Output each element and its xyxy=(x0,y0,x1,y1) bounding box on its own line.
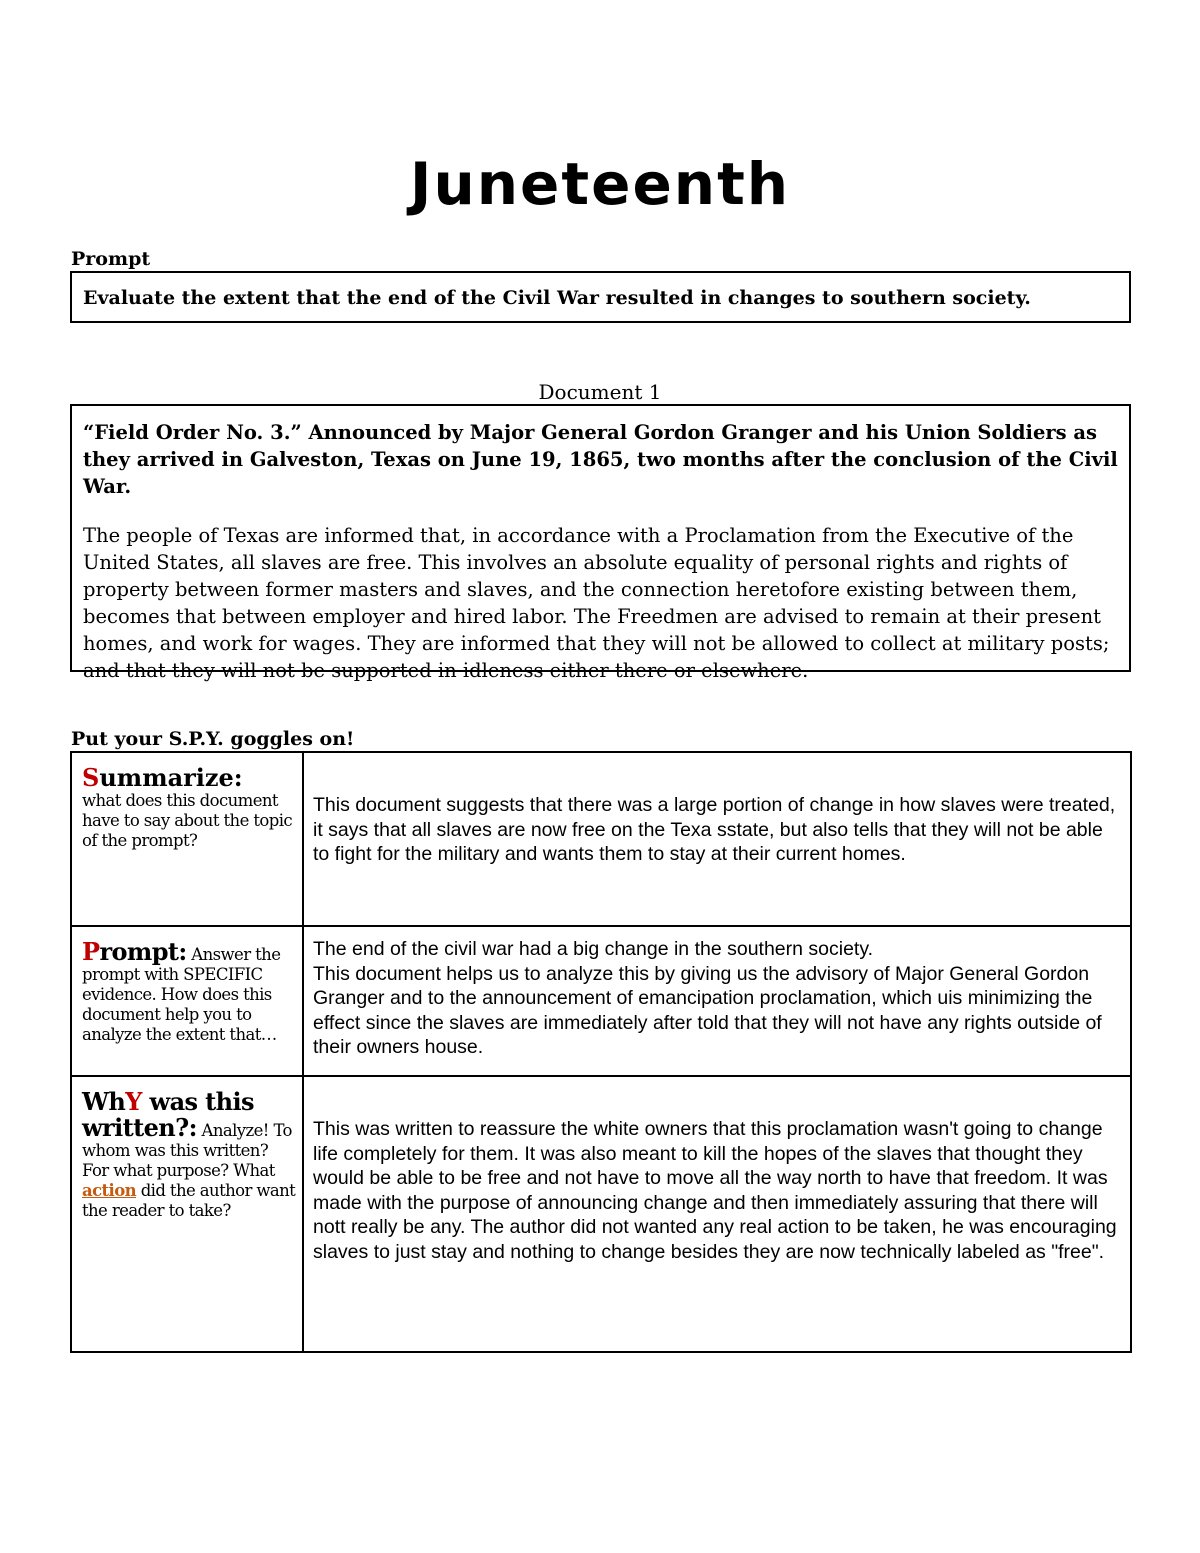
spy-table xyxy=(70,751,1132,1353)
document-body: The people of Texas are informed that, in accordance with a Proclamation from the Executive of the United States, all slaves are free. This involves an absolute equality of personal rights and rights of property between former masters and slaves, and the connection heretofore existing between them, becomes that between employer and hired labor. The Freedmen are advised to remain at their present homes, and work for wages. They are informed that they will not be allowed to collect at military posts; and that they will not be supported in idleness either there or elsewhere. xyxy=(83,524,1110,682)
why-heading-pre: Wh xyxy=(82,1087,126,1116)
why-question-inline: Analyze! xyxy=(201,1121,269,1140)
summarize-heading-rest: ummarize xyxy=(99,763,234,792)
prompt-question-block xyxy=(82,939,296,1045)
spy-label: Put your S.P.Y. goggles on! xyxy=(71,728,355,750)
action-word: action xyxy=(82,1181,137,1200)
summarize-question-cell xyxy=(71,752,303,926)
summarize-colon: : xyxy=(233,763,243,792)
why-question-post: did the author want the reader to take? xyxy=(82,1181,296,1220)
prompt-label: Prompt xyxy=(71,248,151,270)
prompt-question-inline: Answer xyxy=(191,945,251,964)
page-title: Juneteenth xyxy=(409,150,791,218)
summarize-heading xyxy=(82,765,296,791)
prompt-colon: : xyxy=(178,937,187,966)
why-heading-rest: was this written? xyxy=(82,1087,254,1142)
prompt-heading-rest: rompt xyxy=(99,937,179,966)
summarize-answer-cell[interactable] xyxy=(303,752,1131,926)
prompt-heading xyxy=(82,937,187,966)
why-letter: Y xyxy=(125,1087,142,1116)
why-colon: : xyxy=(188,1113,197,1142)
summarize-letter: S xyxy=(82,763,100,792)
prompt-question: the prompt with SPECIFIC evidence. How does this document help you to analyze the extent that… xyxy=(82,945,281,1044)
why-question-block xyxy=(82,1089,296,1221)
summarize-answer[interactable]: This document suggests that there was a large portion of change in how slaves were treated, it says that all slaves are now free on the Texa sstate, but also tells that they will not be able to fight for the military and wants them to stay at their current homes. xyxy=(313,794,1116,865)
prompt-letter: P xyxy=(82,937,100,966)
document-box xyxy=(70,404,1131,682)
why-question-cell xyxy=(71,1076,303,1352)
why-row xyxy=(71,1076,1131,1352)
document-heading: “Field Order No. 3.” Announced by Major General Gordon Granger and his Union Soldiers as they arrived in Galveston, Texas on June 19, 1865, two months after the conclusion of the Civil War. xyxy=(83,421,1118,498)
prompt-row xyxy=(71,926,1131,1076)
prompt-answer[interactable]: The end of the civil war had a big change in the southern society. This document helps us to analyze this by giving us the advisory of Major General Gordon Granger and to the announcement of emancipation proclamation, which uis minimizing the effect since the slaves are immediately after told that they will not have any rights outside of their owners house. xyxy=(313,938,1102,1058)
summarize-row xyxy=(71,752,1131,926)
why-answer[interactable]: This was written to reassure the white owners that this proclamation wasn't going to change life completely for them. It was also meant to kill the hopes of the slaves that thought they would be able to be free and not have to move all the way north to have that freedom. It was made with the purpose of announcing change and then immediately assuring that there will nott really be any. The author did not wanted any real action to be taken, he was encouraging slaves to just stay and nothing to change besides they are now technically labeled as "free". xyxy=(313,1118,1117,1263)
prompt-answer-cell[interactable] xyxy=(303,926,1131,1076)
prompt-box xyxy=(70,271,1131,323)
why-question-pre: To whom was this written? For what purpose? What xyxy=(82,1121,292,1180)
why-answer-cell[interactable] xyxy=(303,1076,1131,1352)
document-label: Document 1 xyxy=(538,380,662,404)
prompt-text: Evaluate the extent that the end of the Civil War resulted in changes to southern society. xyxy=(83,287,1031,309)
prompt-question-cell xyxy=(71,926,303,1076)
summarize-question: what does this document have to say about the topic of the prompt? xyxy=(82,791,293,850)
